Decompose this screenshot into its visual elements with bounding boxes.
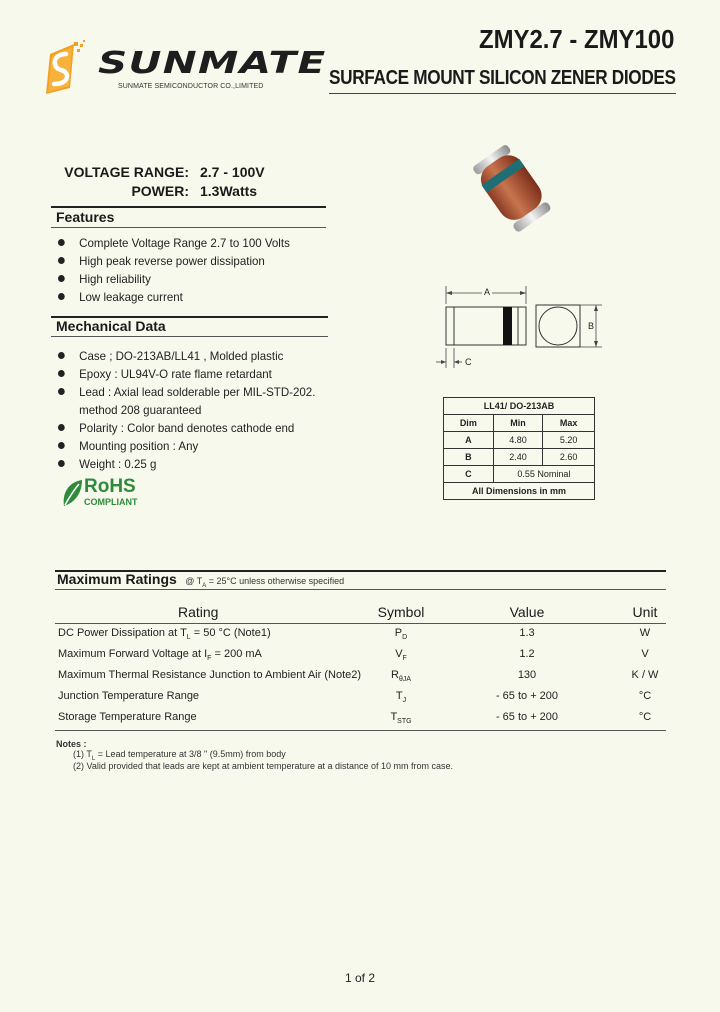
value-cell: - 65 to + 200 [495, 690, 559, 702]
bullet-icon [58, 239, 65, 246]
table-cell: 2.60 [543, 449, 595, 466]
symbol-cell: $T_{STG}$ [390, 711, 412, 726]
bullet-icon [58, 424, 65, 431]
symbol-cell: $R_{\theta JA}$ [390, 669, 411, 684]
ratings-heading: Maximum Ratings [57, 571, 177, 587]
unit-cell: V [641, 648, 649, 660]
ratings-condition: @ $T_A = 25^\circ C$ unless otherwise specified [185, 576, 345, 589]
features-heading: Features [56, 209, 115, 225]
list-item: High peak reverse power dissipation [58, 252, 290, 270]
list-item: Complete Voltage Range 2.7 to 100 Volts [58, 234, 290, 252]
header-divider [329, 93, 676, 94]
table-cell: B [444, 449, 494, 466]
bullet-icon [58, 370, 65, 377]
list-item: High reliability [58, 270, 290, 288]
dim-header-min: Min [493, 415, 543, 432]
bullet-icon [58, 388, 65, 395]
package-outline-drawing [430, 282, 610, 377]
mechanical-top-rule [51, 316, 328, 318]
ratings-heading-line [57, 571, 344, 589]
bullet-icon [58, 442, 65, 449]
mechanical-heading: Mechanical Data [56, 318, 166, 334]
dim-table-title: LL41/ DO-213AB [444, 398, 595, 415]
mechanical-list [58, 347, 326, 473]
list-item: Lead : Axial lead solderable per MIL-STD-202. [58, 383, 315, 401]
rohs-leaf-icon [60, 478, 84, 508]
unit-column-header: Unit [632, 604, 658, 620]
rating-cell: Maximum Thermal Resistance Junction to Ambient Air (Note2) [58, 669, 362, 681]
table-row [55, 665, 666, 686]
dimension-a-label: A [484, 287, 491, 297]
bullet-icon [58, 352, 65, 359]
bullet-icon [58, 460, 65, 467]
table-cell: 0.55 Nominal [493, 466, 594, 483]
features-list [58, 234, 300, 306]
rating-column-header: Rating [178, 604, 219, 620]
list-item: method 208 guaranteed [79, 403, 202, 417]
list-item: Low leakage current [58, 288, 290, 306]
dimensions-table [443, 397, 595, 500]
value-cell: 1.3 [519, 627, 535, 639]
table-row [444, 483, 595, 500]
symbol-column-header: Symbol [377, 604, 425, 620]
diode-package-image [458, 140, 568, 245]
dim-table-footer: All Dimensions in mm [444, 483, 595, 500]
list-item: Weight : 0.25 g [58, 455, 315, 473]
power-label: POWER: [131, 183, 189, 199]
ratings-header-row [55, 602, 666, 623]
part-number-title: ZMY2.7 - ZMY100 [478, 24, 674, 54]
list-item: Case ; DO-213AB/LL41 , Molded plastic [58, 347, 315, 365]
rating-cell: DC Power Dissipation at $T_L = 50$ °C (Note1) [58, 627, 271, 642]
unit-cell: K / W [631, 669, 659, 681]
table-row [55, 686, 666, 707]
ratings-bottom-rule [55, 730, 666, 731]
list-item: Mounting position : Any [58, 437, 315, 455]
table-row [444, 449, 595, 466]
note-1: (1) $T_L$ = Lead temperature at 3/8 " (9.5mm) from body [73, 749, 286, 762]
logo-wordmark: SUNMATE [98, 46, 327, 81]
list-item: Polarity : Color band denotes cathode end [58, 419, 315, 437]
dim-header-max: Max [543, 415, 595, 432]
bullet-icon [58, 257, 65, 264]
rohs-badge [60, 476, 150, 510]
symbol-cell: $T_J$ [395, 690, 407, 705]
unit-cell: °C [638, 690, 652, 702]
voltage-range-value: 2.7 - 100V [200, 164, 265, 180]
symbol-cell: $P_D$ [394, 627, 408, 642]
table-row [55, 707, 666, 728]
unit-cell: °C [638, 711, 652, 723]
table-row [55, 623, 666, 644]
table-cell: A [444, 432, 494, 449]
page-number: 1 of 2 [344, 971, 376, 985]
value-cell: - 65 to + 200 [495, 711, 559, 723]
value-cell: 130 [517, 669, 537, 681]
table-row [444, 466, 595, 483]
power-value: 1.3Watts [200, 183, 258, 199]
table-cell: 2.40 [493, 449, 543, 466]
value-cell: 1.2 [519, 648, 535, 660]
table-row [444, 398, 595, 415]
list-item: Epoxy : UL94V-O rate flame retardant [58, 365, 315, 383]
features-top-rule [51, 206, 326, 208]
rating-cell: Junction Temperature Range [58, 690, 200, 702]
bullet-icon [58, 275, 65, 282]
rohs-subtitle: COMPLIANT [84, 497, 138, 507]
mechanical-bottom-rule [51, 336, 328, 337]
dimension-b-label: B [588, 321, 595, 331]
table-row [444, 415, 595, 432]
rating-cell: Maximum Forward Voltage at $I_F = 200$ mA [58, 648, 262, 663]
dim-header-dim: Dim [444, 415, 494, 432]
bullet-icon [58, 293, 65, 300]
value-column-header: Value [509, 604, 545, 620]
table-cell: 4.80 [493, 432, 543, 449]
unit-cell: W [639, 627, 651, 639]
note-2: (2) Valid provided that leads are kept at ambient temperature at a distance of 10 mm from case. [73, 761, 454, 771]
symbol-cell: $V_F$ [395, 648, 407, 663]
sunmate-logo-icon [44, 40, 94, 96]
product-subtitle: SURFACE MOUNT SILICON ZENER DIODES [329, 67, 676, 89]
features-bottom-rule [51, 227, 326, 228]
rohs-title: RoHS [84, 476, 136, 497]
voltage-range-label: VOLTAGE RANGE: [64, 164, 189, 180]
dimension-c-label: C [465, 357, 472, 367]
table-row [444, 432, 595, 449]
rating-cell: Storage Temperature Range [58, 711, 197, 723]
logo-subtitle: SUNMATE SEMICONDUCTOR CO.,LIMITED [118, 83, 264, 90]
table-cell: C [444, 466, 494, 483]
ratings-heading-rule [55, 589, 666, 590]
table-cell: 5.20 [543, 432, 595, 449]
notes-heading: Notes : [56, 739, 87, 749]
table-row [55, 644, 666, 665]
